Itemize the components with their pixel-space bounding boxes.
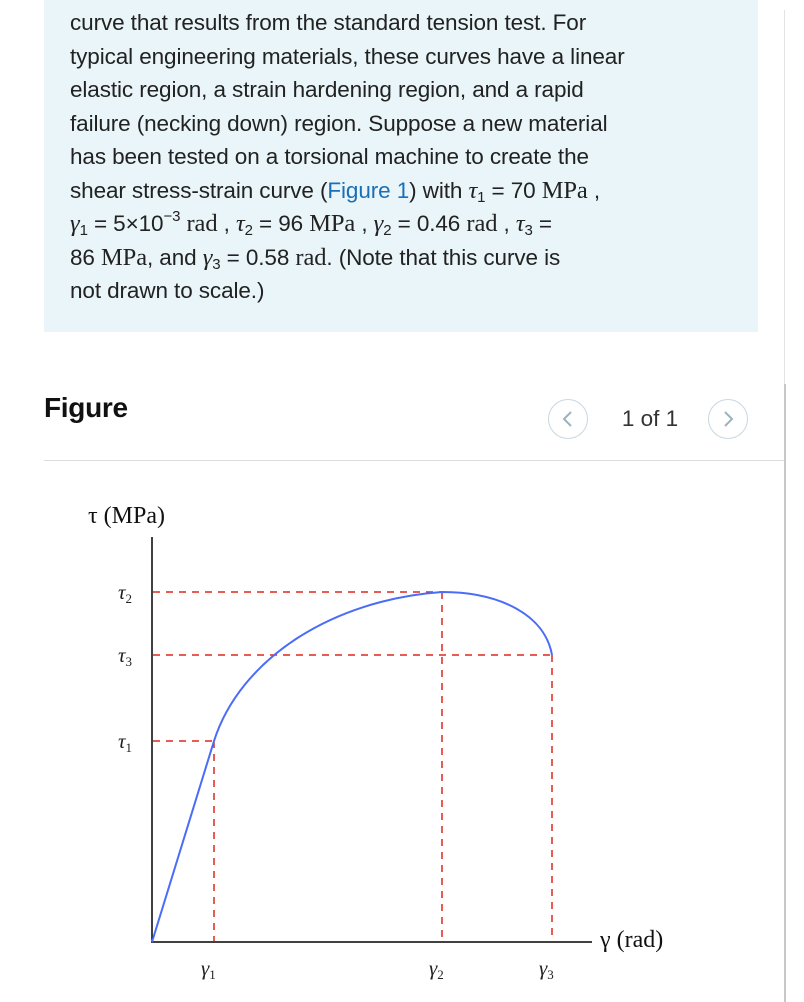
- gamma1-sub: 1: [79, 222, 88, 239]
- gamma2-unit: rad: [466, 210, 498, 237]
- gamma3-sub: 3: [212, 255, 221, 273]
- tau2-value: 96: [278, 211, 304, 236]
- problem-line-4: failure (necking down) region. Suppose a new material: [70, 110, 608, 136]
- gamma1-unit: rad: [186, 210, 218, 237]
- problem-line-2: typical engineering materials, these curves have a linear: [70, 43, 625, 69]
- tau1-value: 70: [510, 177, 536, 203]
- tau2-sub: 2: [244, 222, 253, 239]
- tau3-symbol: τ: [515, 210, 525, 237]
- gamma1-eq: =: [87, 211, 114, 236]
- tau3-unit: MPa: [100, 243, 147, 271]
- gamma1-mantissa: 5×10: [113, 211, 164, 236]
- stress-strain-curve: [152, 592, 552, 942]
- x-tick-gamma1: $\gamma_1$: [201, 956, 216, 982]
- tau3-eq: =: [532, 211, 552, 236]
- y-tick-tau3: $\tau_3$: [118, 643, 133, 669]
- comma-4: ,: [497, 211, 510, 236]
- tau1-sub: 1: [477, 188, 486, 206]
- tau3-value: 86: [70, 244, 95, 270]
- problem-line-5: has been tested on a torsional machine to create the: [70, 144, 589, 169]
- y-axis-title: τ (MPa): [88, 503, 165, 529]
- gamma3-unit: rad: [295, 243, 327, 271]
- x-tick-gamma2: $\gamma_2$: [429, 956, 444, 982]
- x-tick-gamma3: $\gamma_3$: [539, 956, 554, 982]
- tau1-unit: MPa: [541, 176, 588, 204]
- figure-1-link[interactable]: Figure 1: [327, 177, 410, 203]
- y-tick-tau1: $\tau_1$: [118, 729, 133, 755]
- gamma3-value: 0.58: [245, 244, 290, 270]
- tau1-symbol: τ: [468, 176, 478, 204]
- gamma2-value: 0.46: [416, 211, 461, 236]
- y-tick-tau2: $\tau_2$: [118, 580, 133, 606]
- line6-prefix: shear stress-strain curve (: [70, 177, 328, 203]
- gamma2-sub: 2: [383, 222, 392, 239]
- gamma3-symbol: γ: [202, 243, 213, 271]
- line6-mid: ) with: [409, 177, 469, 203]
- comma-2: ,: [217, 211, 230, 236]
- gamma1-exponent: −3: [163, 208, 181, 225]
- gamma2-symbol: γ: [373, 210, 384, 237]
- comma-1: ,: [587, 177, 600, 203]
- tau2-symbol: τ: [235, 210, 245, 237]
- tau1-eq: =: [485, 177, 511, 203]
- figure-page-count: 1 of 1: [621, 406, 679, 431]
- comma-3: ,: [355, 211, 368, 236]
- gamma3-eq: =: [220, 244, 246, 270]
- gamma1-symbol: γ: [70, 210, 80, 237]
- guide-lines: [153, 592, 552, 941]
- and-text: , and: [146, 244, 203, 270]
- gamma2-eq: =: [391, 211, 417, 236]
- tau2-unit: MPa: [309, 210, 356, 237]
- problem-line-9: not drawn to scale.): [70, 278, 265, 303]
- problem-line-1: curve that results from the standard tension test. For: [70, 10, 587, 35]
- tau2-eq: =: [252, 211, 279, 236]
- x-axis-title: γ (rad): [600, 927, 664, 953]
- note-tail: . (Note that this curve is: [326, 244, 561, 270]
- figure-title: Figure: [44, 392, 128, 423]
- tau3-sub: 3: [524, 222, 533, 239]
- problem-line-3: elastic region, a strain hardening region, and a rapid: [70, 77, 584, 102]
